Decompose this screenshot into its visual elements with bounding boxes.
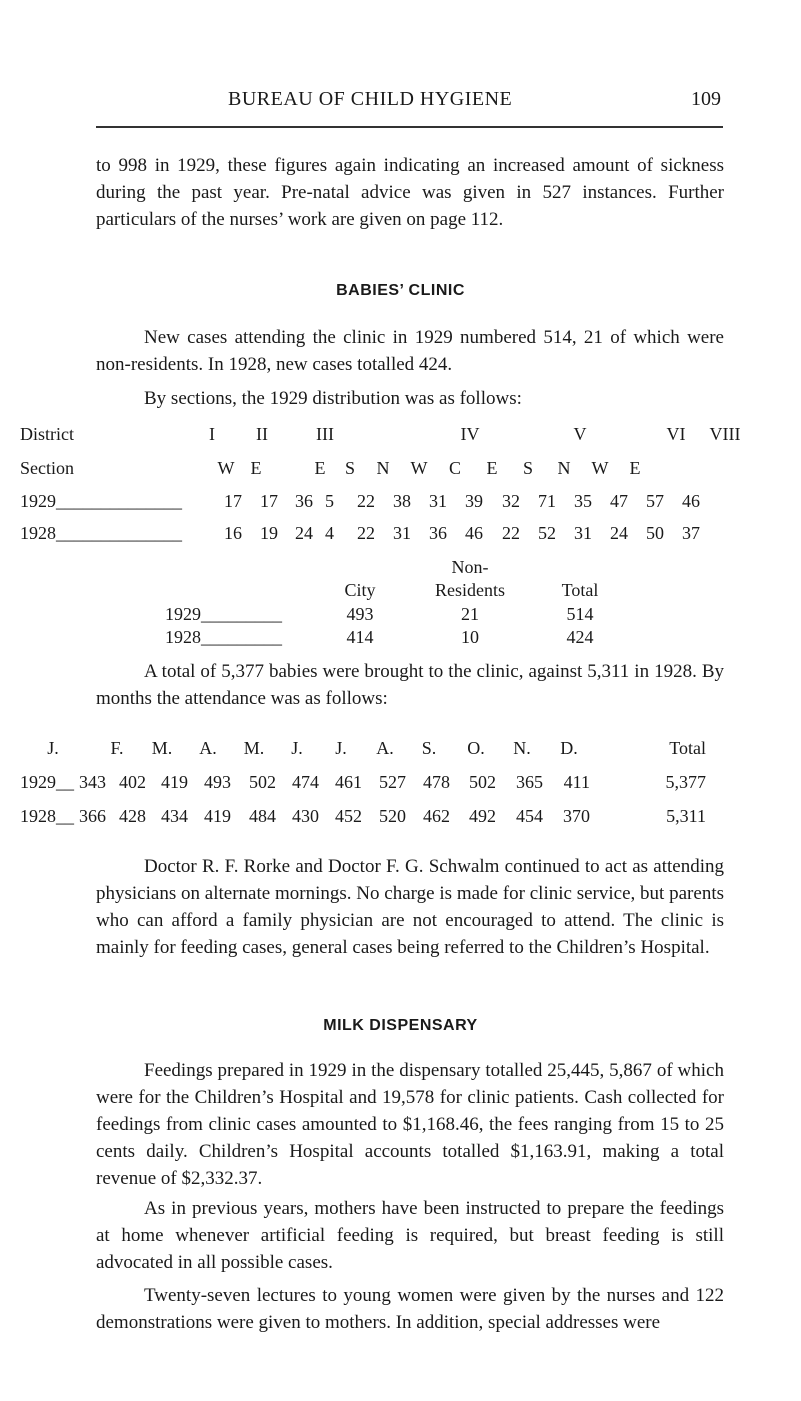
table-cell: 5,311 [666, 806, 706, 826]
table-cell: 419 [161, 772, 188, 792]
milk-dispensary-para-3: Twenty-seven lectures to young women were given by the nurses and 122 demonstrations were given to mothers. In addition, special addresses were [96, 1285, 724, 1333]
month-header: F. [110, 738, 124, 758]
table-cell: 502 [249, 772, 276, 792]
table-cell: 22 [502, 523, 520, 543]
month-header: J. [335, 738, 347, 758]
milk-dispensary-para-2: As in previous years, mothers have been instructed to prepare the feedings at home whenever artificial feeding is required, but breast feeding is still advocated in all possible cases. [96, 1198, 724, 1273]
column-header: Residents [435, 580, 505, 600]
table-cell: 434 [161, 806, 188, 826]
table-cell: 474 [292, 772, 319, 792]
table-cell: 402 [119, 772, 146, 792]
section-header: N [557, 458, 571, 478]
section-header: N [376, 458, 390, 478]
table-cell: 430 [292, 806, 319, 826]
month-header: J. [291, 738, 303, 758]
table-cell: 419 [204, 806, 231, 826]
district-header: V [573, 424, 587, 444]
table-cell: 520 [379, 806, 406, 826]
table-cell: 21 [461, 604, 479, 624]
page-number: 109 [691, 88, 721, 110]
table-cell: 462 [423, 806, 450, 826]
babies-clinic-para-2: By sections, the 1929 distribution was as follows: [144, 388, 522, 409]
milk-dispensary-heading: MILK DISPENSARY [323, 1017, 478, 1034]
table-cell: 493 [204, 772, 231, 792]
district-header: IV [460, 424, 480, 444]
milk-dispensary-para-1: Feedings prepared in 1929 in the dispensary totalled 25,445, 5,867 of which were for the Children’s Hospital and 19,578 for clinic patients. Cash collected for feedings from clinic cases amounted to $1,168.46, the fees ranging from 15 to 25 cents daily. Children’s Hospital accounts totalled $1,163.91, making a total revenue of $2,332.37. [96, 1060, 724, 1189]
table-cell: 57 [646, 491, 664, 511]
table-cell: 38 [393, 491, 411, 511]
month-header: A. [376, 738, 394, 758]
district-header: I [209, 424, 215, 444]
section-header: E [486, 458, 498, 478]
section-header: W [591, 458, 609, 478]
table-cell: 16 [224, 523, 242, 543]
district-header: VI [666, 424, 686, 444]
table-cell: 5,377 [665, 772, 706, 792]
table-cell: 452 [335, 806, 362, 826]
table-cell: 492 [469, 806, 496, 826]
babies-clinic-para-4: Doctor R. F. Rorke and Doctor F. G. Schwalm continued to act as attending physicians on alternate mornings. No charge is made for clinic service, but parents who can afford a family physician are not encouraged to attend. The clinic is mainly for feeding cases, general cases being referred to the Children’s Hospital. [96, 856, 724, 958]
column-header: Non- [451, 557, 489, 577]
table-cell: 343 [79, 772, 106, 792]
table-cell: 31 [574, 523, 592, 543]
row-label: 1928______________ [20, 523, 182, 543]
table-cell: 31 [393, 523, 411, 543]
table-cell: 424 [566, 627, 594, 647]
table-cell: 36 [295, 491, 313, 511]
month-header: M. [151, 738, 173, 758]
table-cell: 514 [566, 604, 594, 624]
table-cell: 37 [682, 523, 700, 543]
table-cell: 527 [379, 772, 406, 792]
table-cell: 484 [249, 806, 276, 826]
table-cell: 22 [357, 523, 375, 543]
intro-paragraph: to 998 in 1929, these figures again indicating an increased amount of sickness during the past year. Pre-natal advice was given in 527 instances. Further particulars of the nurses’ work are given on page 112. [96, 155, 724, 230]
row-label: 1929_________ [165, 604, 282, 624]
month-header: Total [669, 738, 706, 758]
section-header: W [217, 458, 235, 478]
table-cell: 24 [295, 523, 313, 543]
table-cell: 31 [429, 491, 447, 511]
table-cell: 428 [119, 806, 146, 826]
table-cell: 411 [563, 772, 590, 792]
row-label: 1929______________ [20, 491, 182, 511]
row-label: 1928_________ [165, 627, 282, 647]
table-cell: 4 [325, 523, 334, 543]
table-cell: 414 [346, 627, 374, 647]
babies-clinic-para-1: New cases attending the clinic in 1929 numbered 514, 21 of which were non-residents. In 1928, new cases totalled 424. [96, 327, 724, 375]
month-header: N. [513, 738, 531, 758]
column-header: Total [561, 580, 599, 600]
table-cell: 502 [469, 772, 496, 792]
table-cell: 17 [224, 491, 242, 511]
table-cell: 366 [79, 806, 106, 826]
table-cell: 52 [538, 523, 556, 543]
table-cell: 19 [260, 523, 278, 543]
babies-clinic-para-3: A total of 5,377 babies were brought to the clinic, against 5,311 in 1928. By months the attendance was as follows: [96, 661, 724, 709]
table-cell: 24 [610, 523, 628, 543]
section-header: C [448, 458, 461, 478]
table-cell: 39 [465, 491, 483, 511]
district-header: III [316, 424, 334, 444]
table-cell: 454 [516, 806, 543, 826]
table-cell: 5 [325, 491, 334, 511]
table-cell: 46 [682, 491, 700, 511]
row-label: 1929__ [20, 772, 74, 792]
table-cell: 36 [429, 523, 447, 543]
table-cell: 17 [260, 491, 278, 511]
babies-clinic-heading: BABIES’ CLINIC [336, 282, 465, 299]
table-cell: 493 [346, 604, 374, 624]
table-cell: 478 [423, 772, 450, 792]
month-header: O. [467, 738, 485, 758]
district-header: VIII [709, 424, 741, 444]
month-header: M. [243, 738, 265, 758]
header-rule [96, 126, 723, 128]
table-cell: 47 [610, 491, 628, 511]
section-header: W [410, 458, 428, 478]
table-cell: 10 [461, 627, 479, 647]
table-cell: 46 [465, 523, 483, 543]
table-cell: 461 [335, 772, 362, 792]
month-header: D. [560, 738, 578, 758]
section-header: S [522, 458, 533, 478]
table-cell: 22 [357, 491, 375, 511]
table-cell: 370 [563, 806, 590, 826]
table-cell: 35 [574, 491, 592, 511]
table-cell: 50 [646, 523, 664, 543]
section-header: E [250, 458, 262, 478]
month-header: A. [199, 738, 217, 758]
section-header: S [344, 458, 355, 478]
table-cell: 32 [502, 491, 520, 511]
table-cell: 71 [538, 491, 556, 511]
row-label: 1928__ [20, 806, 74, 826]
section-header: E [629, 458, 641, 478]
section-header: E [314, 458, 326, 478]
page-header [0, 88, 801, 128]
table-cell: 365 [516, 772, 543, 792]
month-header: J. [47, 738, 59, 758]
running-title: BUREAU OF CHILD HYGIENE [228, 88, 513, 110]
month-header: S. [421, 738, 437, 758]
column-header: City [344, 580, 376, 600]
district-label: District [20, 424, 74, 444]
district-header: II [256, 424, 268, 444]
section-label: Section [20, 458, 74, 478]
